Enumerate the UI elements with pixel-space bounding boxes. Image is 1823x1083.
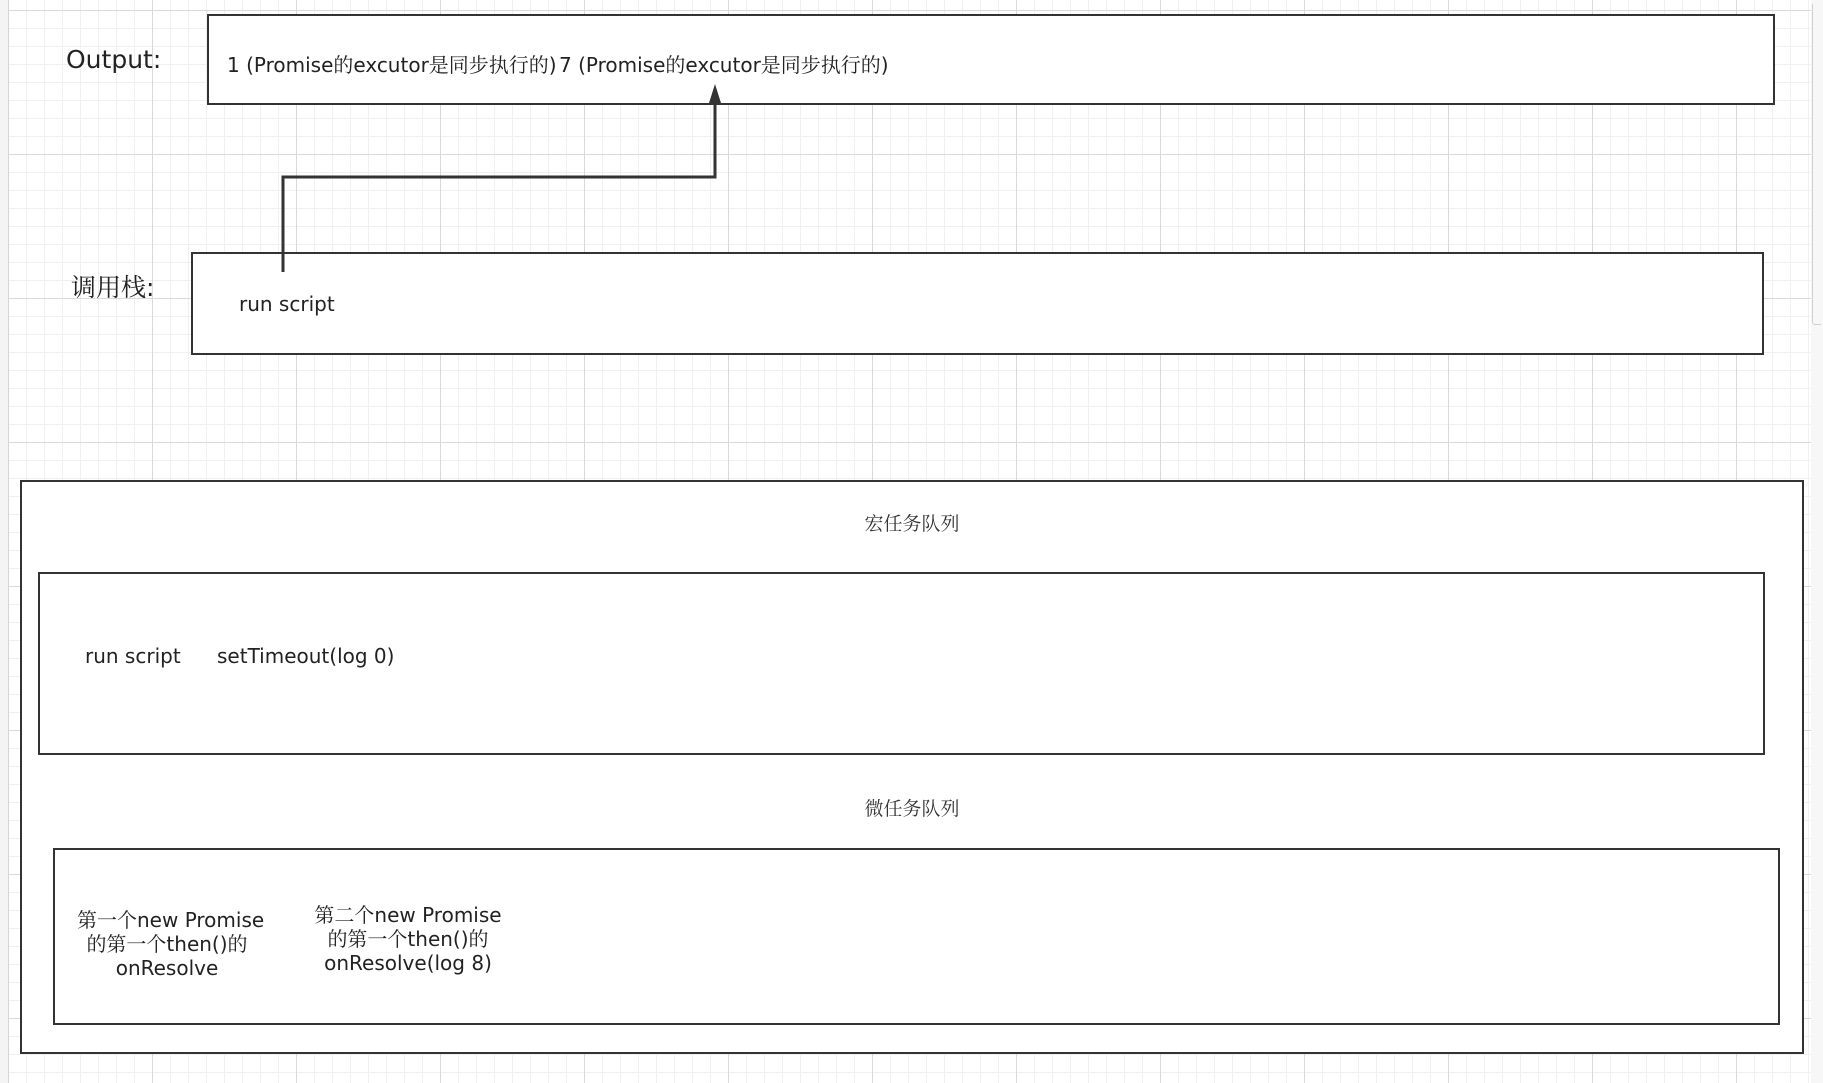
microtask-queue-box[interactable] [53,848,1780,1025]
microtask-item-line: 第二个new Promise [314,903,502,927]
microtask-item-line: 的第一个then()的 [327,927,489,951]
microtask-item-line: onResolve [115,956,219,980]
macrotask-queue-title: 宏任务队列 [864,513,960,535]
microtask-item-line: 的第一个then()的 [86,932,248,956]
call-stack-item: run script [239,292,335,316]
microtask-item-line: onResolve(log 8) [324,951,492,975]
macrotask-item: run script [85,644,181,668]
call-stack-label: 调用栈: [71,273,155,302]
microtask-item [77,908,265,980]
microtask-item-line: 第一个new Promise [77,908,265,932]
canvas-right-edge [1811,0,1823,1083]
output-item: 7 (Promise的excutor是同步执行的) [559,53,889,77]
output-box[interactable] [207,14,1775,105]
canvas-left-edge [0,0,9,1083]
macrotask-queue-box[interactable] [38,572,1765,755]
output-label: Output: [66,45,162,74]
macrotask-item: setTimeout(log 0) [217,644,395,668]
call-stack-box[interactable] [191,252,1764,355]
microtask-queue-title: 微任务队列 [864,798,960,820]
microtask-item [313,903,503,975]
vertical-scrollbar[interactable] [1812,4,1821,325]
output-item: 1 (Promise的excutor是同步执行的) [227,53,557,77]
